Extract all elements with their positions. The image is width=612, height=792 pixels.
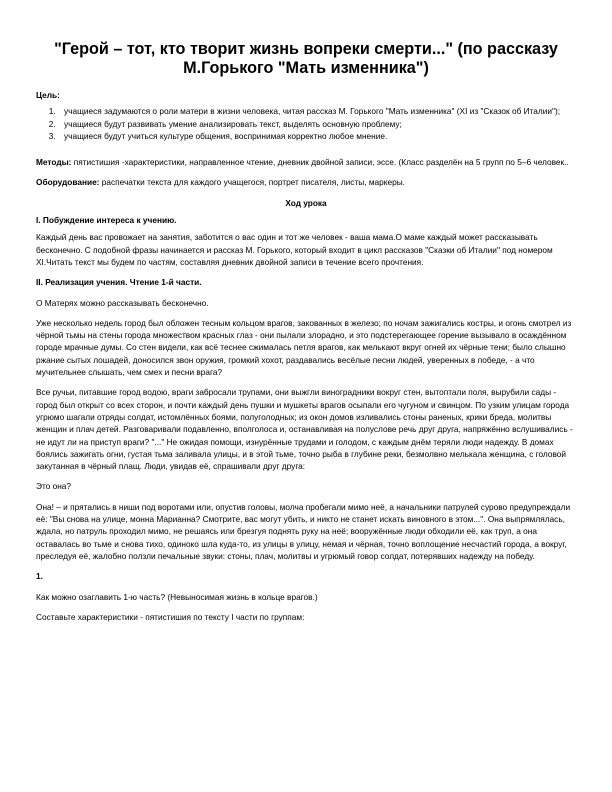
goal-item: 2. учащиеся будут развивать умение анализировать текст, выделять основную проблему; [58, 118, 576, 130]
story-paragraph: О Матерях можно рассказывать бесконечно. [36, 297, 209, 308]
story-paragraph: Она! – и прятались в ниши под воротами или, опустив головы, молча пробегали мимо неё, а начальники патрулей сурово предупреждали её: "Вы снова на улице, монна Марианна? Смотрите, вас могут убить, и никто не станет искать виновного в этом...". Она выпрямлялась, ждала, но патруль проходил мимо, не решаясь или брезгуя поднять руку на неё; вооружённые люди обходили её, как труп, а она оставалась во тьме и снова тихо, одиноко шла куда-то, из улицы в улицу, немая и чёрная, точно воплощение несчастий города, а вокруг, преследуя её, жалобно ползли печальные звуки: стоны, плач, молитвы и угрюмый говор солдат, потерявших надежду на победу. [36, 501, 571, 561]
goal-list [36, 105, 576, 142]
equipment-paragraph [36, 176, 576, 188]
task-text: Составьте характеристики - пятистишия по тексту I части по группам: [36, 611, 305, 622]
methods-paragraph [36, 156, 576, 168]
goal-item: 3. учащиеся будут учиться культуре общения, воспринимая корректно любое мнение. [58, 130, 576, 142]
methods-label: Методы: [36, 157, 72, 168]
goal-label: Цель: [36, 90, 60, 100]
course-heading: Ход урока [285, 197, 327, 208]
story-paragraph: Все ручьи, питавшие город водою, враги забросали трупами, они выжгли виноградники вокруг стен, вытоптали поля, вырубили сады - город был открыт со всех сторон, и почти каждый день пушки и мушкеты врагов осыпали его чугуном и свинцом. По узким улицам города угрюмо шагали отряды солдат, истомлённых боями, полуголодных; из окон домов изливались стоны раненых, крики бреда, молитвы женщин и плач детей. Разговаривали подавленно, вполголоса и, останавливая на полуслове речь друг друга, напряжённо вслушивались - не идут ли на приступ враги? "..." Не ожидая помощи, изнурённые трудами и голодом, с каждым днём теряли люди надежду. В домах боялись зажигать огни, густая тьма заливала улицы, и в этой тьме, точно рыба в глубине реки, безмолвно мелькала женщина, с головой закутанная в чёрный плащ. Люди, увидав её, спрашивали друг друга: [36, 387, 573, 472]
story-paragraph: Уже несколько недель город был обложен тесным кольцом врагов, закованных в железо; по ночам зажигались костры, и огонь смотрел из чёрной тьмы на стены города множеством красных глаз - они пылали злорадно, и это подстерегающее горение вызывало в осаждённом городе мрачные думы. Со стен видели, как всё теснее сжималась петля врагов, как мелькают вкруг огней их чёрные тени; было слышно ржание сытых лошадей, доносился звон оружия, громкий хохот, раздавались весёлые песни людей, уверенных в победе, - а что мучительнее слышать, чем смех и песни врага? [36, 317, 572, 378]
goal-item: 1. учащиеся задумаются о роли матери в жизни человека, читая рассказ М. Горького "Мать изменника" (XI из "Сказок об Италии"); [58, 105, 576, 117]
page-title: "Герой – тот, кто творит жизнь вопреки смерти..." (по рассказу М.Горького "Мать изменника") [54, 40, 558, 77]
question-text: Как можно озаглавить 1-ю часть? (Невыносимая жизнь в кольце врагов.) [36, 591, 318, 602]
methods-text: пятистишия -характеристики, направленное чтение, дневник двойной записи, эссе. (Класс разделён на 5 групп по 5–6 человек.. [71, 157, 569, 168]
question-number: 1. [36, 571, 43, 582]
equipment-text: распечатки текста для каждого учащегося, портрет писателя, листы, маркеры. [99, 177, 405, 188]
section-1-text: Каждый день вас провожает на занятия, заботится о вас один и тот же человек - ваша мама.О маме каждый может рассказывать бесконечно. С подобной фразы начинается и рассказ М. Горького, который входит в цикл рассказов "Сказки об Италии" под номером XI.Читать текст мы будем по частям, составляя дневник двойной записи в течение всего прочтения. [36, 232, 553, 267]
document-page [36, 40, 576, 631]
section-2-heading: II. Реализация учения. Чтение 1-й части. [36, 277, 202, 288]
section-1-heading: I. Побуждение интереса к учению. [36, 215, 177, 226]
story-paragraph: Это она? [36, 481, 72, 492]
equipment-label: Оборудование: [36, 177, 100, 188]
